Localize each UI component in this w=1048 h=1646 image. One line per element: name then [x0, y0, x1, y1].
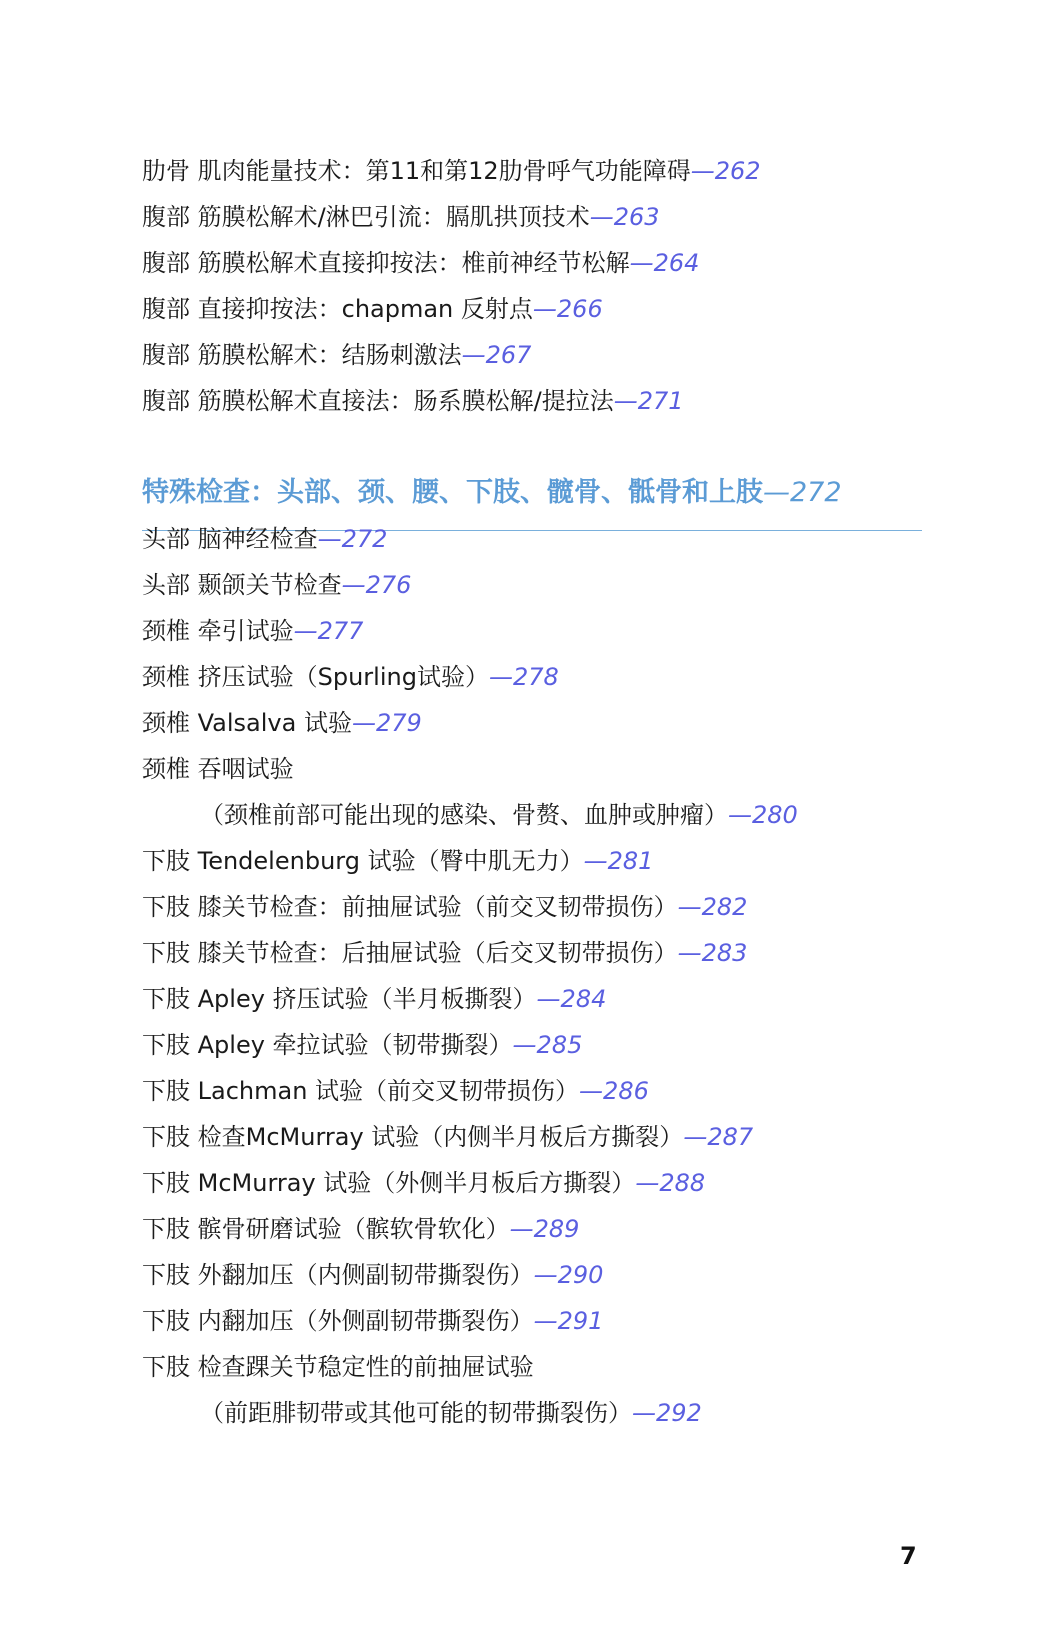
toc-entry-text: 头部 脑神经检查: [142, 525, 318, 553]
toc-entry-text: 颈椎 吞咽试验: [142, 755, 294, 783]
toc-entry-text: 下肢 外翻加压（内侧副韧带撕裂伤）: [142, 1261, 534, 1289]
toc-entry-page: —272: [317, 525, 388, 553]
toc-entry-page: —267: [461, 341, 532, 369]
toc-entry-text: 下肢 检查McMurray 试验（内侧半月板后方撕裂）: [142, 1123, 684, 1151]
toc-entry[interactable]: [142, 202, 660, 232]
toc-entry-page: —280: [728, 801, 798, 829]
toc-entry-text: 下肢 McMurray 试验（外侧半月板后方撕裂）: [142, 1169, 636, 1197]
toc-entry-page: —263: [589, 203, 660, 231]
page-number: 7: [900, 1542, 917, 1570]
toc-entry-continuation[interactable]: [200, 800, 798, 830]
toc-entry-text: 腹部 筋膜松解术直接法：肠系膜松解/提拉法: [142, 387, 614, 415]
toc-entry-text: 下肢 Apley 挤压试验（半月板撕裂）: [142, 985, 537, 1013]
toc-entry-text: 腹部 筋膜松解术/淋巴引流：膈肌拱顶技术: [142, 203, 590, 231]
toc-entry[interactable]: [142, 248, 699, 278]
section-heading[interactable]: [142, 476, 842, 510]
toc-entry[interactable]: [142, 340, 531, 370]
toc-entry-text: 颈椎 Valsalva 试验: [142, 709, 352, 737]
toc-entry-page: —283: [677, 939, 748, 967]
toc-entry[interactable]: [142, 616, 363, 646]
toc-entry-page: —284: [536, 985, 607, 1013]
toc-entry[interactable]: [142, 1214, 579, 1244]
toc-entry-continuation[interactable]: [200, 1398, 702, 1428]
toc-entry-text: 下肢 髌骨研磨试验（髌软骨软化）: [142, 1215, 510, 1243]
toc-entry-text: 腹部 直接抑按法：chapman 反射点: [142, 295, 533, 323]
toc-entry-page: —262: [690, 157, 761, 185]
toc-entry-text: 下肢 膝关节检查：前抽屉试验（前交叉韧带损伤）: [142, 893, 678, 921]
toc-entry-page: —292: [632, 1399, 702, 1427]
toc-entry-page: —266: [532, 295, 603, 323]
toc-entry[interactable]: [142, 984, 606, 1014]
toc-entry[interactable]: [142, 1260, 603, 1290]
toc-entry-text: 下肢 内翻加压（外侧副韧带撕裂伤）: [142, 1307, 534, 1335]
section-title: 特殊检查：头部、颈、腰、下肢、髋骨、骶骨和上肢: [142, 477, 763, 508]
section-page: —272: [763, 477, 842, 508]
toc-entry-page: —285: [512, 1031, 583, 1059]
toc-entry-page: —287: [683, 1123, 754, 1151]
toc-entry-text: 下肢 Lachman 试验（前交叉韧带损伤）: [142, 1077, 580, 1105]
toc-entry: [142, 754, 294, 784]
toc-entry-text: 颈椎 牵引试验: [142, 617, 294, 645]
toc-entry-text: 下肢 膝关节检查：后抽屉试验（后交叉韧带损伤）: [142, 939, 678, 967]
toc-entry-text: 头部 颞颌关节检查: [142, 571, 342, 599]
toc-entry-page: —271: [613, 387, 684, 415]
toc-entry-text: 腹部 筋膜松解术直接抑按法：椎前神经节松解: [142, 249, 630, 277]
toc-entry-text: 颈椎 挤压试验（Spurling试验）: [142, 663, 489, 691]
toc-entry-page: —276: [341, 571, 412, 599]
toc-entry[interactable]: [142, 570, 411, 600]
toc-entry-page: —279: [351, 709, 422, 737]
toc-entry-text: 肋骨 肌肉能量技术：第11和第12肋骨呼气功能障碍: [142, 157, 691, 185]
toc-entry-text: 下肢 Apley 牵拉试验（韧带撕裂）: [142, 1031, 513, 1059]
toc-entry[interactable]: [142, 156, 761, 186]
toc-entry[interactable]: [142, 1122, 753, 1152]
toc-entry[interactable]: [142, 846, 653, 876]
toc-entry-page: —278: [488, 663, 559, 691]
toc-entry[interactable]: [142, 1168, 705, 1198]
toc-entry-page: —290: [533, 1261, 604, 1289]
toc-entry[interactable]: [142, 1030, 582, 1060]
toc-entry: [142, 1352, 534, 1382]
toc-entry[interactable]: [142, 1306, 603, 1336]
toc-entry-text: （颈椎前部可能出现的感染、骨赘、血肿或肿瘤）: [200, 801, 728, 829]
toc-entry[interactable]: [142, 294, 603, 324]
toc-entry[interactable]: [142, 524, 387, 554]
toc-entry-text: （前距腓韧带或其他可能的韧带撕裂伤）: [200, 1399, 632, 1427]
toc-entry[interactable]: [142, 708, 422, 738]
toc-entry-text: 下肢 Tendelenburg 试验（臀中肌无力）: [142, 847, 584, 875]
toc-entry-page: —281: [583, 847, 654, 875]
toc-entry-page: —289: [509, 1215, 580, 1243]
toc-entry-page: —286: [579, 1077, 649, 1105]
toc-entry-text: 腹部 筋膜松解术：结肠刺激法: [142, 341, 462, 369]
toc-entry-page: —288: [635, 1169, 706, 1197]
toc-entry-text: 下肢 检查踝关节稳定性的前抽屉试验: [142, 1353, 534, 1381]
toc-entry[interactable]: [142, 938, 747, 968]
toc-entry-page: —277: [293, 617, 364, 645]
toc-entry-page: —264: [629, 249, 700, 277]
toc-entry[interactable]: [142, 662, 559, 692]
toc-entry[interactable]: [142, 386, 684, 416]
toc-entry-page: —282: [677, 893, 748, 921]
toc-entry-page: —291: [533, 1307, 604, 1335]
toc-entry[interactable]: [142, 1076, 649, 1106]
toc-entry[interactable]: [142, 892, 747, 922]
